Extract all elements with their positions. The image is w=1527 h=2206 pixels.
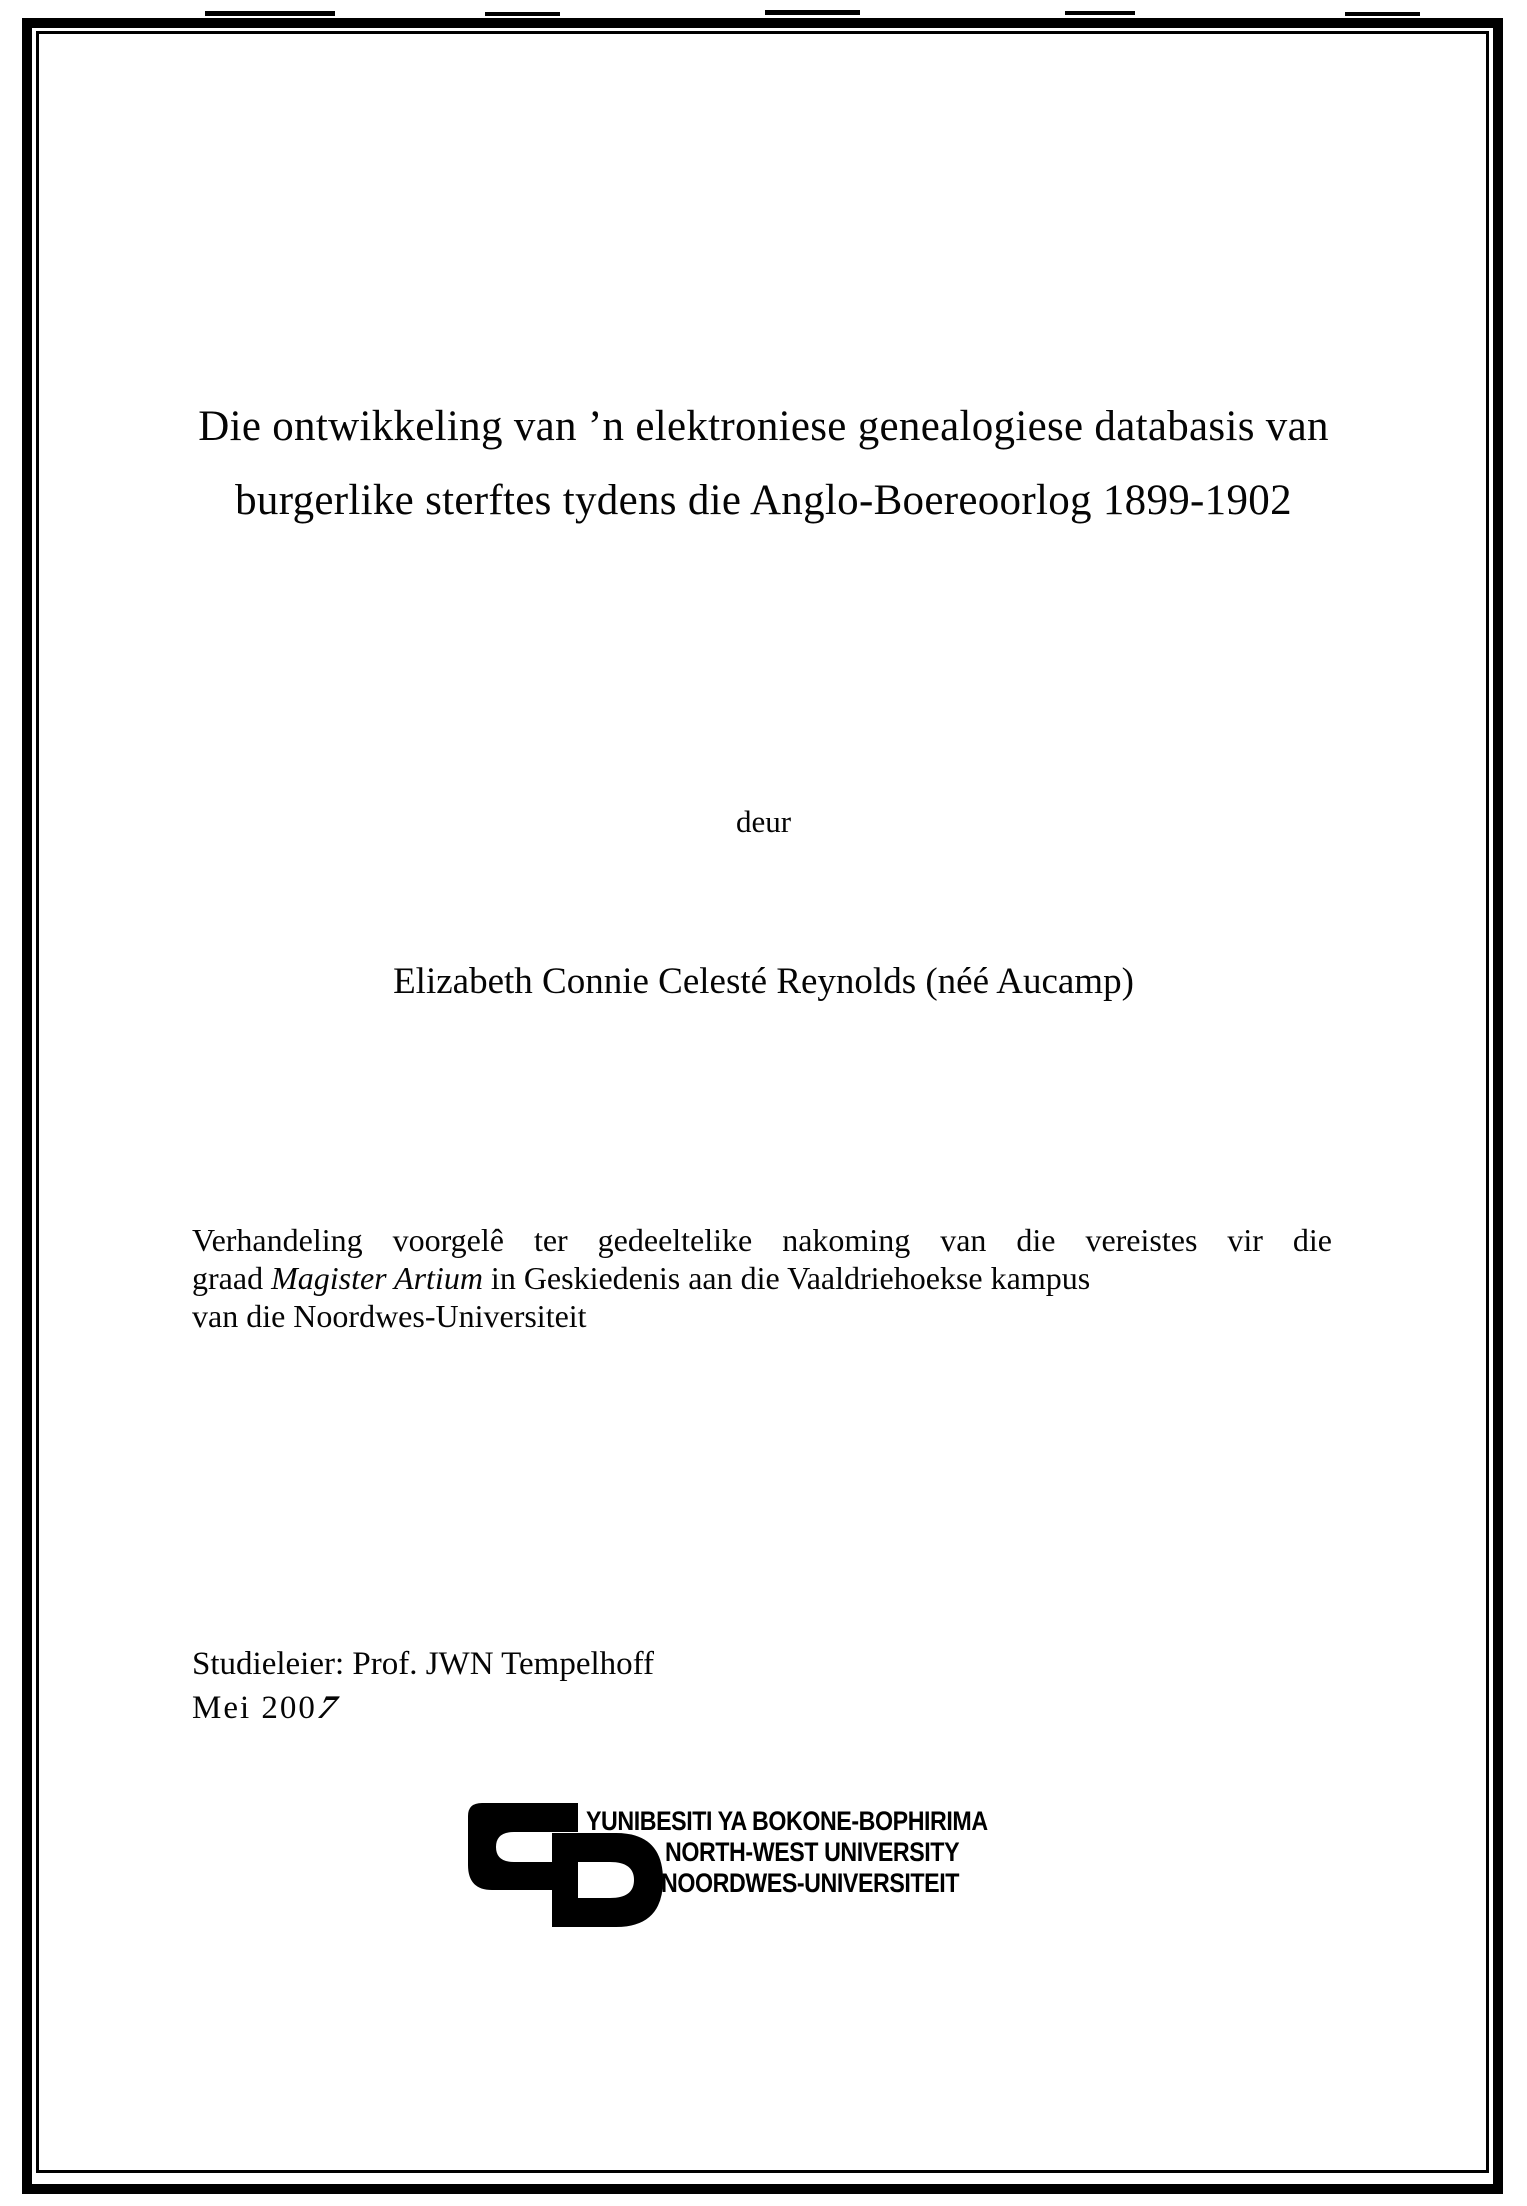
degree-statement-line1: Verhandeling voorgelê ter gedeeltelike nakoming van die vereistes vir die [192, 1222, 1332, 1258]
scan-noise [765, 10, 860, 15]
degree-statement [192, 1221, 1332, 1335]
scan-noise [1065, 11, 1135, 15]
author-name: Elizabeth Connie Celesté Reynolds (néé Aucamp) [393, 961, 1134, 1002]
date-prefix: Mei 200 [192, 1690, 317, 1726]
nwu-logo-wordmark [586, 1806, 1053, 1899]
degree-statement-line2 [192, 1259, 1332, 1297]
logo-line-afrikaans: NOORDWES-UNIVERSITEIT [661, 1868, 960, 1898]
byline-word: deur [735, 804, 792, 839]
degree-statement-line2-pre: graad [192, 1260, 272, 1296]
supervisor-line: Studieleier: Prof. JWN Tempelhoff [192, 1646, 655, 1682]
logo-line-setswana: YUNIBESITI YA BOKONE-BOPHIRIMA [586, 1806, 988, 1836]
thesis-title-line1: Die ontwikkeling van ’n elektroniese genealogiese databasis van [198, 403, 1329, 450]
scan-noise [1345, 12, 1420, 16]
logo-line-english: NORTH-WEST UNIVERSITY [665, 1837, 960, 1867]
degree-statement-line2-post: in Geskiedenis aan die Vaaldriehoekse kampus [482, 1260, 1091, 1296]
supervisor-block [192, 1642, 654, 1730]
degree-name-italic: Magister Artium [271, 1260, 483, 1296]
scan-noise [485, 12, 560, 16]
date-last-digit: 7 [310, 1690, 346, 1726]
scan-noise [205, 11, 335, 16]
thesis-title-line2: burgerlike sterftes tydens die Anglo-Boereoorlog 1899-1902 [235, 477, 1292, 524]
date-line [192, 1686, 654, 1730]
thesis-title [60, 390, 1467, 538]
degree-statement-line3: van die Noordwes-Universiteit [192, 1298, 587, 1334]
